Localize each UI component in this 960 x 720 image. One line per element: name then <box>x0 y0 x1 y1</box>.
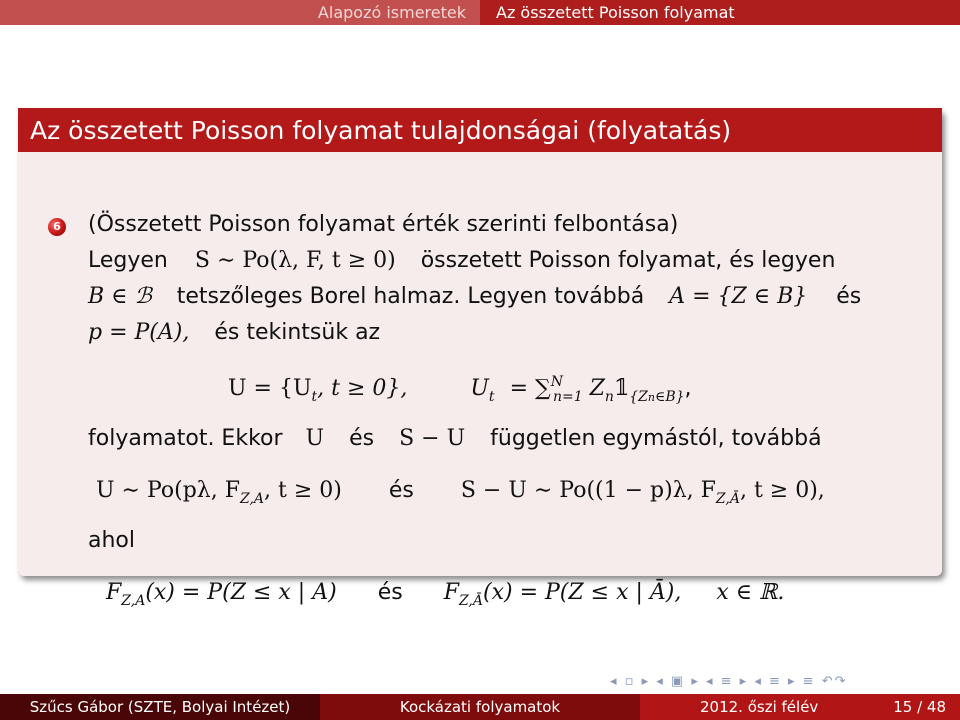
math-u: U <box>305 426 325 451</box>
math: U <box>470 376 489 401</box>
math-sub: Z,Ā <box>715 491 740 507</box>
text: összetett Poisson folyamat, és legyen <box>420 248 836 273</box>
text: és <box>388 478 414 503</box>
math: Z <box>589 376 605 401</box>
line-2 <box>88 248 835 273</box>
math-sub: Z,A <box>239 491 265 507</box>
text: folyamatot. Ekkor <box>88 426 283 451</box>
footer-course: Kockázati folyamatok <box>320 694 640 720</box>
math: 𝟙 <box>613 376 630 401</box>
math-s-minus-u: S − U <box>399 426 466 451</box>
math: , t ≥ 0), <box>739 478 825 503</box>
math-p-def: p = P(A), <box>88 320 190 345</box>
line-6: ahol <box>88 528 135 553</box>
math: , t ≥ 0}, <box>317 376 408 401</box>
math: F <box>443 580 459 605</box>
equation-1 <box>228 374 692 405</box>
text: és tekintsük az <box>214 320 381 345</box>
math: (x) = P(Z ≤ x | Ā), <box>483 580 682 605</box>
footer-page-number: 15 / 48 <box>893 698 946 716</box>
nav-section-previous[interactable]: Alapozó ismeretek <box>0 0 480 25</box>
math-sub: t <box>311 389 318 405</box>
equation-3 <box>106 580 784 609</box>
footer-date: 2012. őszi félév <box>700 698 819 716</box>
math-b-set: B ∈ ℬ <box>88 284 152 309</box>
text: és <box>349 426 375 451</box>
equation-2 <box>96 478 825 507</box>
footer-bar <box>0 694 960 720</box>
math-sup: N <box>550 374 563 390</box>
top-navigation-bar <box>0 0 960 25</box>
math: (x) = P(Z ≤ x | A) <box>145 580 337 605</box>
line-5 <box>88 426 822 451</box>
text: Legyen <box>88 248 168 273</box>
math: F <box>106 580 122 605</box>
math-sub: ∈B} <box>654 389 685 405</box>
math: x ∈ ℝ. <box>716 580 785 605</box>
math: S − U ∼ Po((1 − p)λ, F <box>460 478 716 503</box>
math: U ∼ Po(pλ, F <box>96 478 240 503</box>
math-sub: n <box>604 389 614 405</box>
text: és <box>836 284 862 309</box>
nav-section-current[interactable]: Az összetett Poisson folyamat <box>480 0 960 25</box>
math-sub: {Z <box>629 389 648 405</box>
text: és <box>377 580 403 605</box>
item-heading: (Összetett Poisson folyamat érték szerinti felbontása) <box>88 212 679 237</box>
math-sub: Z,Ā <box>458 593 483 609</box>
text: független egymástól, továbbá <box>490 426 822 451</box>
line-3 <box>88 284 861 309</box>
numbered-bullet-icon: 6 <box>48 218 66 236</box>
math: = ∑ <box>509 376 551 401</box>
math-sub: n=1 <box>552 389 583 405</box>
math-s-def: S ∼ Po(λ, F, t ≥ 0) <box>194 248 396 273</box>
math-sub: t <box>488 389 495 405</box>
math-sub: Z,A <box>121 593 146 609</box>
line-4 <box>88 320 380 345</box>
math-sub: n <box>647 391 655 404</box>
math: , <box>684 376 692 401</box>
math-a-set: A = {Z ∈ B} <box>669 284 808 309</box>
footer-right <box>640 694 960 720</box>
math: , t ≥ 0) <box>264 478 342 503</box>
beamer-navigation-icons[interactable]: ◂ ▫ ▸ ◂ ▣ ▸ ◂ ≡ ▸ ◂ ≡ ▸ ≡ ↶↷ <box>610 674 848 689</box>
math: U = {U <box>228 376 312 401</box>
block-title: Az összetett Poisson folyamat tulajdonságai (folyatatás) <box>18 108 942 152</box>
footer-author: Szűcs Gábor (SZTE, Bolyai Intézet) <box>0 694 320 720</box>
text: tetszőleges Borel halmaz. Legyen továbbá <box>176 284 645 309</box>
